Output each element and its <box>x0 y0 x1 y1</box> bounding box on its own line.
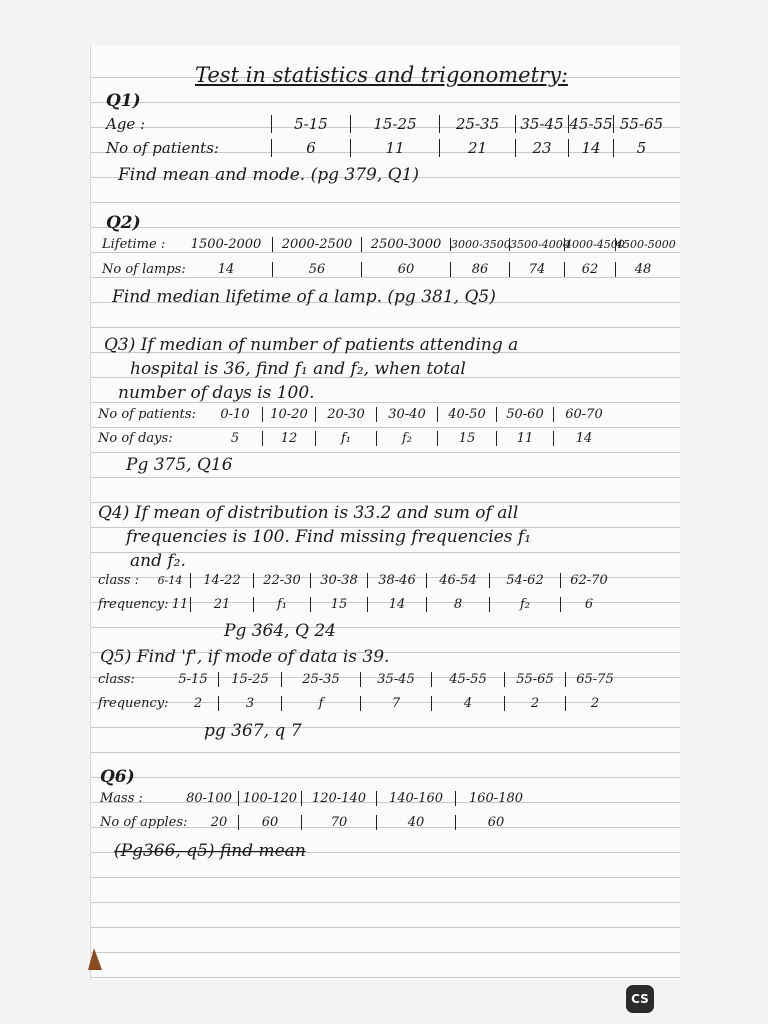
q2-cell: 14 <box>217 262 235 277</box>
q4-cell: 22-30 <box>253 573 310 588</box>
q3-row-days <box>98 431 614 446</box>
q5-cell: 35-45 <box>360 672 431 687</box>
q6-cell: 160-180 <box>455 791 536 806</box>
q1-cell: 21 <box>439 139 515 157</box>
camscanner-logo-icon: CS <box>626 985 654 1013</box>
q1-cell: 15-25 <box>350 115 439 133</box>
q3-cell: f₂ <box>376 431 437 446</box>
q3-row1-label: No of patients: <box>98 407 196 422</box>
q5-cell: 25-35 <box>281 672 360 687</box>
q1-cell: 5 <box>613 139 669 157</box>
q4-cell: 6-14 <box>157 574 183 587</box>
q2-cell: 74 <box>509 262 564 277</box>
q5-cell: 7 <box>360 696 431 711</box>
q2-cell: 1500-2000 <box>190 237 262 252</box>
q6-row1-label: Mass : <box>100 791 143 806</box>
q6-row2-label: No of apples: <box>100 815 188 830</box>
q2-cell: 3500-4000 <box>510 238 570 251</box>
q4-row-class <box>98 573 617 588</box>
q5-cell: 2 <box>565 696 624 711</box>
q3-cell: 10-20 <box>262 407 315 422</box>
q3-text-line2: hospital is 36, find f₁ and f₂, when total <box>130 359 466 379</box>
q5-cell: 2 <box>193 696 203 711</box>
q5-cell: 3 <box>218 696 281 711</box>
q2-number: Q2) <box>106 213 141 233</box>
q4-cell: 46-54 <box>426 573 489 588</box>
q4-row1-label: class : <box>98 573 140 588</box>
q5-cell: 55-65 <box>504 672 565 687</box>
q5-cell: 15-25 <box>218 672 281 687</box>
q4-cell: 11 <box>171 597 189 612</box>
q5-cell: 2 <box>504 696 565 711</box>
q5-reference: pg 367, q 7 <box>204 721 302 741</box>
q5-cell: 4 <box>431 696 504 711</box>
q6-cell: 40 <box>376 815 455 830</box>
q6-question: (Pg366, q5) find mean <box>114 841 306 861</box>
q6-cell: 70 <box>301 815 376 830</box>
q4-cell: 8 <box>426 597 489 612</box>
q3-cell: 5 <box>230 431 240 446</box>
q4-cell: 54-62 <box>489 573 560 588</box>
q2-row1-label: Lifetime : <box>102 237 166 252</box>
q1-row-patients <box>106 139 669 157</box>
q2-row2-label: No of lamps: <box>102 262 186 277</box>
q2-cell: 48 <box>615 262 670 277</box>
q4-cell: 21 <box>190 597 253 612</box>
q1-cell: 11 <box>350 139 439 157</box>
q2-cell: 86 <box>450 262 509 277</box>
q4-cell: f₂ <box>489 597 560 612</box>
q2-row-lifetime <box>102 237 676 252</box>
q3-cell: f₁ <box>315 431 376 446</box>
q1-cell: 14 <box>568 139 613 157</box>
q4-cell: 6 <box>560 597 617 612</box>
q2-cell: 2000-2500 <box>272 237 361 252</box>
q6-cell: 60 <box>238 815 301 830</box>
q3-cell: 11 <box>496 431 553 446</box>
q5-row-frequency <box>98 696 624 711</box>
q1-row2-label: No of patients: <box>106 139 219 157</box>
q6-cell: 60 <box>455 815 536 830</box>
q5-cell: f <box>281 696 360 711</box>
q3-text-line1: Q3) If median of number of patients attending a <box>104 335 519 355</box>
q3-cell: 40-50 <box>437 407 496 422</box>
q1-question: Find mean and mode. (pg 379, Q1) <box>118 165 420 185</box>
q5-text-line1: Q5) Find 'f', if mode of data is 39. <box>100 647 390 667</box>
q2-cell: 62 <box>564 262 615 277</box>
q6-cell: 100-120 <box>238 791 301 806</box>
q3-cell: 20-30 <box>315 407 376 422</box>
q4-reference: Pg 364, Q 24 <box>224 621 336 641</box>
q4-row2-label: frequency: <box>98 597 169 612</box>
q4-text-line2: frequencies is 100. Find missing frequencies f₁ <box>126 527 532 547</box>
q4-cell: 14-22 <box>190 573 253 588</box>
q6-row-mass <box>100 791 536 806</box>
q4-cell: f₁ <box>253 597 310 612</box>
margin-line <box>90 45 91 980</box>
q1-cell: 55-65 <box>613 115 669 133</box>
q1-cell: 6 <box>271 139 350 157</box>
q4-cell: 38-46 <box>367 573 426 588</box>
q5-row-class <box>98 672 624 687</box>
q2-cell: 4500-5000 <box>616 238 676 251</box>
q3-cell: 50-60 <box>496 407 553 422</box>
q6-cell: 140-160 <box>376 791 455 806</box>
q5-row2-label: frequency: <box>98 696 169 711</box>
q1-row-age <box>106 115 669 133</box>
q4-text-line1: Q4) If mean of distribution is 33.2 and sum of all <box>98 503 519 523</box>
q2-row-lamps <box>102 262 670 277</box>
q3-reference: Pg 375, Q16 <box>126 455 233 475</box>
q3-cell: 15 <box>437 431 496 446</box>
q3-row2-label: No of days: <box>98 431 173 446</box>
q4-text-line3: and f₂. <box>130 551 186 571</box>
q2-cell: 4000-4500 <box>565 238 625 251</box>
q6-cell: 120-140 <box>301 791 376 806</box>
q2-question: Find median lifetime of a lamp. (pg 381, Q5) <box>112 287 496 307</box>
q1-number: Q1) <box>106 91 141 111</box>
q6-row-apples <box>100 815 536 830</box>
q2-cell: 56 <box>272 262 361 277</box>
q1-cell: 35-45 <box>515 115 568 133</box>
q6-number: Q6) <box>100 767 135 787</box>
notebook-page <box>90 45 680 980</box>
q5-cell: 45-55 <box>431 672 504 687</box>
q5-cell: 5-15 <box>178 672 208 687</box>
q2-cell: 3000-3500 <box>451 238 511 251</box>
q6-cell: 20 <box>210 815 228 830</box>
page-corner-mark <box>88 948 102 970</box>
q5-row1-label: class: <box>98 672 135 687</box>
q4-row-frequency <box>98 597 617 612</box>
q5-cell: 65-75 <box>565 672 624 687</box>
q4-cell: 14 <box>367 597 426 612</box>
q3-cell: 30-40 <box>376 407 437 422</box>
q4-cell: 30-38 <box>310 573 367 588</box>
q2-cell: 2500-3000 <box>361 237 450 252</box>
q1-row1-label: Age : <box>106 115 146 133</box>
q3-cell: 12 <box>262 431 315 446</box>
q1-cell: 25-35 <box>439 115 515 133</box>
page-title: Test in statistics and trigonometry: <box>195 63 569 87</box>
q6-cell: 80-100 <box>186 791 232 806</box>
q4-cell: 62-70 <box>560 573 617 588</box>
q1-cell: 5-15 <box>271 115 350 133</box>
q4-cell: 15 <box>310 597 367 612</box>
q3-row-patients <box>98 407 614 422</box>
q1-cell: 23 <box>515 139 568 157</box>
q3-text-line3: number of days is 100. <box>118 383 315 403</box>
q3-cell: 14 <box>553 431 614 446</box>
q3-cell: 0-10 <box>220 407 250 422</box>
q1-cell: 45-55 <box>569 115 613 133</box>
q3-cell: 60-70 <box>553 407 614 422</box>
q2-cell: 60 <box>361 262 450 277</box>
